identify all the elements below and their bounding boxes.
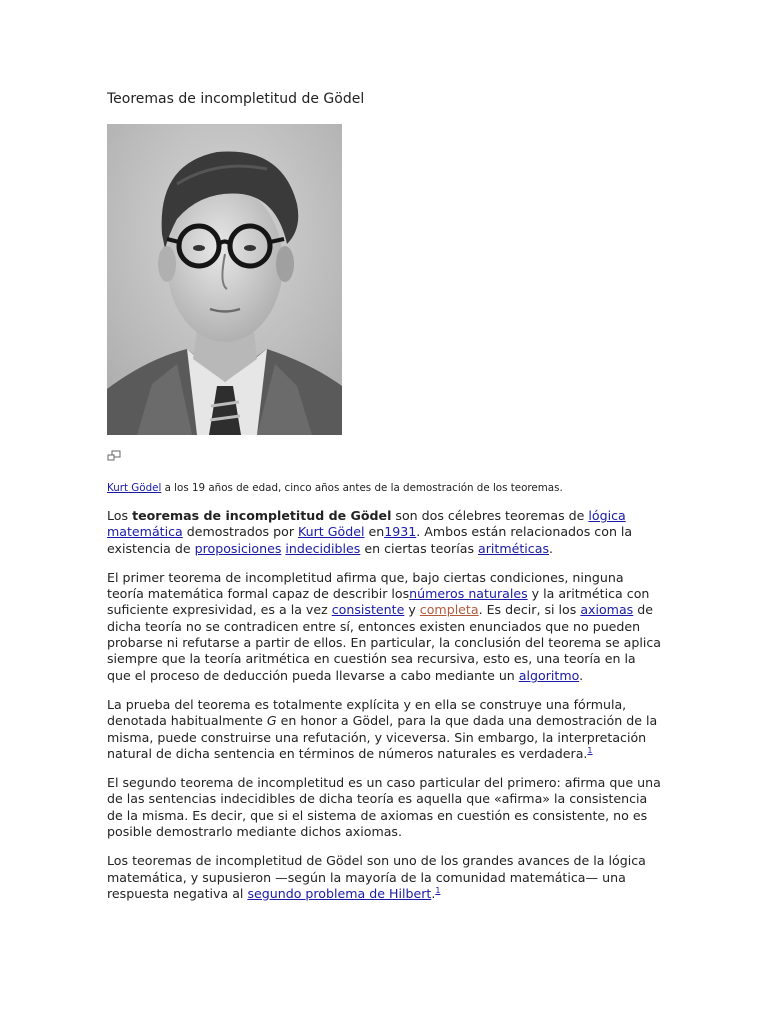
- text: son dos célebres teoremas de: [391, 508, 589, 523]
- link-1931[interactable]: 1931: [384, 524, 417, 540]
- portrait-photo[interactable]: [107, 124, 342, 435]
- text: El primer teorema de incompletitud afirma que, bajo ciertas condiciones, ninguna teoría matemática formal capaz de describir los: [107, 569, 624, 602]
- reference-marker[interactable]: [587, 746, 592, 755]
- caption-text: a los 19 años de edad, cinco años antes de la demostración de los teoremas.: [161, 482, 563, 494]
- text: . Es decir, si los: [478, 602, 581, 618]
- reference-link[interactable]: 1: [435, 885, 441, 895]
- text: . Ambos están relacionados con la existencia de: [107, 524, 633, 556]
- text: .: [579, 667, 584, 683]
- link-indecidibles[interactable]: indecidibles: [285, 540, 361, 556]
- text: La prueba del teorema es totalmente explícita y en ella se construye una fórmula, denotada habitualmente: [107, 696, 627, 729]
- enlarge-icon[interactable]: [107, 450, 121, 462]
- link-segundo-problema-hilbert[interactable]: segundo problema de Hilbert: [247, 885, 432, 901]
- bold-term: teoremas de incompletitud de Gödel: [132, 508, 392, 523]
- text: .: [549, 540, 554, 556]
- link-logica-matematica[interactable]: lógica matemática: [107, 508, 626, 540]
- paragraph-hilbert: [107, 853, 663, 902]
- caption-link-kurt-godel[interactable]: Kurt Gödel: [107, 482, 162, 494]
- text: en ciertas teorías: [360, 540, 479, 556]
- link-aritmeticas[interactable]: aritméticas: [478, 540, 550, 556]
- page-title: Teoremas de incompletitud de Gödel: [107, 91, 365, 107]
- link-algoritmo[interactable]: algoritmo: [518, 667, 580, 683]
- paragraph-intro: [107, 508, 663, 557]
- link-numeros-naturales[interactable]: números naturales: [409, 586, 528, 602]
- text: de dicha teoría no se contradicen entre sí, entonces existen enunciados que no pueden probarse ni refutarse a partir de ellos. En particular, la conclusión del teorema se aplica siempre que la teoría aritmética en cuestión sea recursiva, esto es, una teoría en la que el proceso de deducción pueda llevarse a cabo mediante un: [107, 602, 661, 683]
- text: .: [431, 885, 436, 901]
- photo-caption: [107, 482, 563, 494]
- portrait-illustration: [107, 124, 342, 435]
- paragraph-second-theorem: [107, 775, 663, 840]
- link-proposiciones[interactable]: proposiciones: [194, 540, 282, 556]
- text: y la aritmética con suficiente expresividad, es a la vez: [107, 586, 650, 618]
- text: y: [404, 602, 420, 618]
- paragraph-proof: [107, 697, 663, 762]
- link-completa[interactable]: completa: [419, 602, 479, 618]
- text: en honor a Gödel, para la que dada una demostración de la misma, puede construirse una refutación, y viceversa. Sin embargo, la interpretación natural de dicha sentencia en términos de números naturales es verdadera.: [107, 713, 658, 761]
- text: Los: [107, 508, 133, 523]
- text: El segundo teorema de incompletitud es un caso particular del primero: afirma que una de las sentencias indecidibles de dicha teoría es aquella que «afirma» la consistencia de la misma. Es decir, que si el sistema de axiomas en cuestión es consistente, no es posible demostrarlo mediante dichos axiomas.: [107, 775, 661, 840]
- text: en: [364, 524, 385, 540]
- text: demostrados por: [182, 524, 299, 540]
- paragraph-first-theorem: [107, 570, 663, 684]
- link-kurt-godel[interactable]: Kurt Gödel: [298, 524, 365, 540]
- link-consistente[interactable]: consistente: [331, 602, 405, 618]
- italic-g: G: [266, 713, 277, 729]
- article-body: [107, 508, 663, 915]
- text: Los teoremas de incompletitud de Gödel son uno de los grandes avances de la lógica matemática, y supusieron —según la mayoría de la comunidad matemática— una respuesta negativa al: [107, 853, 646, 901]
- link-axiomas[interactable]: axiomas: [580, 602, 634, 618]
- reference-link[interactable]: 1: [587, 745, 593, 755]
- reference-marker[interactable]: [435, 886, 440, 895]
